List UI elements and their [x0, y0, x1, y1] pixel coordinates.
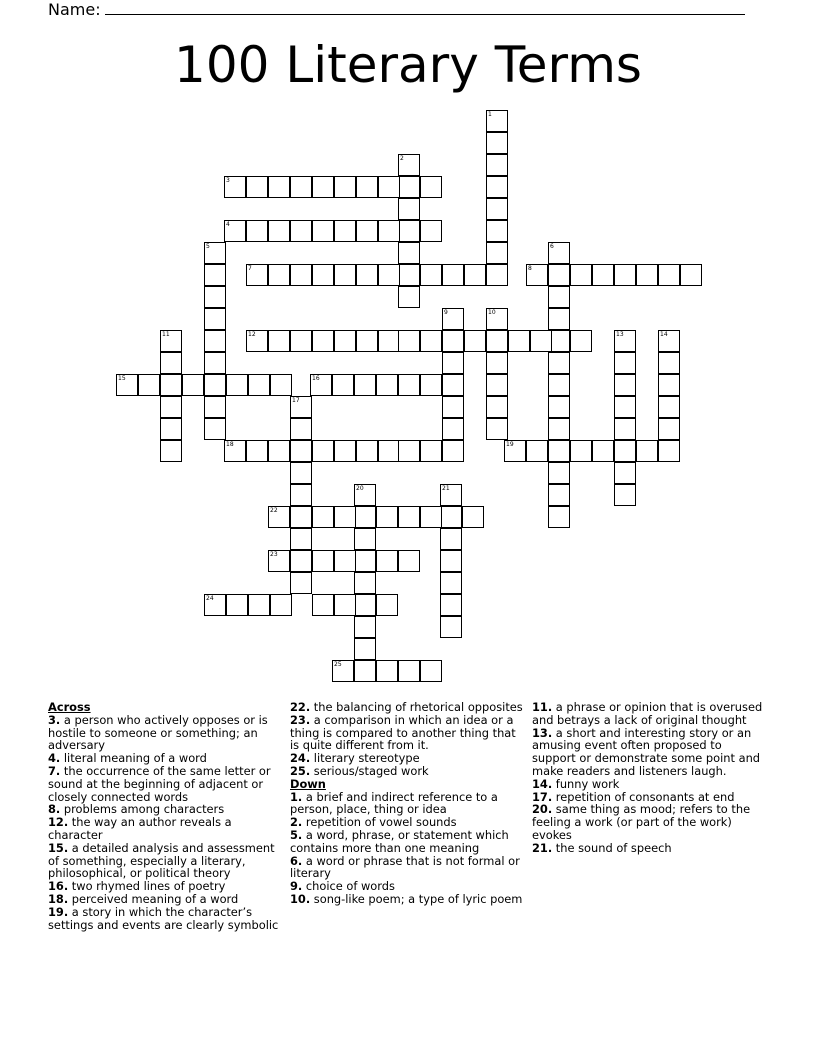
cell-number: 4 [226, 221, 230, 228]
grid-cell[interactable] [290, 220, 312, 242]
grid-cell[interactable] [204, 418, 226, 440]
grid-cell[interactable] [204, 352, 226, 374]
grid-cell[interactable] [312, 264, 334, 286]
grid-cell[interactable] [548, 374, 570, 396]
clue-text: literary stereotype [310, 751, 420, 766]
grid-cell[interactable] [116, 374, 138, 396]
grid-cell[interactable] [204, 286, 226, 308]
grid-cell[interactable] [614, 462, 636, 484]
cell-number: 14 [660, 331, 668, 338]
grid-cell[interactable] [398, 440, 420, 462]
down-clue-list-continued [532, 701, 768, 855]
grid-cell[interactable] [548, 440, 570, 462]
down-clue-list [290, 791, 526, 906]
clue-item [532, 842, 768, 855]
cell-number: 19 [506, 441, 514, 448]
clues-column-3 [532, 701, 768, 855]
clue-number: 8. [48, 802, 61, 817]
clue-text: repetition of consonants at end [552, 789, 735, 804]
clue-item [48, 816, 284, 842]
grid-cell[interactable] [248, 594, 270, 616]
clue-item [290, 829, 526, 855]
grid-cell[interactable] [420, 660, 442, 682]
clue-item [48, 842, 284, 880]
grid-cell[interactable] [226, 594, 248, 616]
cell-number: 5 [206, 243, 210, 250]
grid-cell[interactable] [398, 330, 420, 352]
grid-cell[interactable] [376, 594, 398, 616]
grid-cell[interactable] [420, 374, 442, 396]
grid-cell[interactable] [570, 264, 592, 286]
cell-number: 16 [312, 375, 320, 382]
cell-number: 13 [616, 331, 624, 338]
grid-cell[interactable] [398, 660, 420, 682]
grid-cell[interactable] [442, 374, 464, 396]
grid-cell[interactable] [658, 352, 680, 374]
grid-cell[interactable] [160, 352, 182, 374]
grid-cell[interactable] [334, 594, 356, 616]
clue-number: 21. [532, 840, 553, 855]
grid-cell[interactable] [270, 374, 292, 396]
grid-cell[interactable] [440, 528, 462, 550]
grid-cell[interactable] [246, 176, 268, 198]
clue-number: 24. [290, 751, 311, 766]
grid-cell[interactable] [290, 550, 312, 572]
grid-cell[interactable] [592, 264, 614, 286]
grid-cell[interactable] [548, 396, 570, 418]
grid-cell[interactable] [548, 484, 570, 506]
clue-number: 12. [48, 815, 69, 830]
grid-cell[interactable] [290, 176, 312, 198]
clue-number: 14. [532, 776, 553, 791]
grid-cell[interactable] [614, 330, 636, 352]
grid-cell[interactable] [398, 176, 420, 198]
grid-cell[interactable] [290, 528, 312, 550]
across-clue-list-continued [290, 701, 526, 778]
grid-cell[interactable] [290, 396, 312, 418]
clue-number: 2. [290, 815, 303, 830]
grid-cell[interactable] [204, 264, 226, 286]
clue-text: a story in which the character’s settings and events are clearly symbolic [48, 904, 279, 932]
grid-cell[interactable] [486, 308, 508, 330]
grid-cell[interactable] [270, 594, 292, 616]
clue-item [532, 727, 768, 778]
grid-cell[interactable] [398, 154, 420, 176]
clue-text: a word or phrase that is not formal or literary [290, 853, 520, 881]
grid-cell[interactable] [160, 330, 182, 352]
grid-cell[interactable] [356, 220, 378, 242]
clue-number: 23. [290, 712, 311, 727]
clue-text: repetition of vowel sounds [302, 815, 457, 830]
grid-cell[interactable] [548, 506, 570, 528]
clue-number: 13. [532, 725, 553, 740]
cell-number: 10 [488, 309, 496, 316]
grid-cell[interactable] [378, 330, 400, 352]
grid-cell[interactable] [334, 176, 356, 198]
cell-number: 21 [442, 485, 450, 492]
clue-item [290, 855, 526, 881]
cell-number: 9 [444, 309, 448, 316]
grid-cell[interactable] [268, 440, 290, 462]
grid-cell[interactable] [442, 264, 464, 286]
cell-number: 20 [356, 485, 364, 492]
grid-cell[interactable] [398, 286, 420, 308]
grid-cell[interactable] [548, 352, 570, 374]
grid-cell[interactable] [486, 220, 508, 242]
grid-cell[interactable] [226, 374, 248, 396]
grid-cell[interactable] [246, 330, 268, 352]
cell-number: 2 [400, 155, 404, 162]
grid-cell[interactable] [592, 440, 614, 462]
clue-item [532, 803, 768, 841]
clues-column-2 [290, 701, 526, 906]
grid-cell[interactable] [530, 330, 552, 352]
grid-cell[interactable] [290, 462, 312, 484]
grid-cell[interactable] [442, 352, 464, 374]
clue-text: a comparison in which an idea or a thing is compared to another thing that is quite different from it. [290, 712, 516, 753]
clue-number: 1. [290, 789, 303, 804]
grid-cell[interactable] [486, 242, 508, 264]
grid-cell[interactable] [334, 264, 356, 286]
clue-text: perceived meaning of a word [68, 891, 239, 906]
grid-cell[interactable] [526, 440, 548, 462]
grid-cell[interactable] [570, 330, 592, 352]
grid-cell[interactable] [354, 660, 376, 682]
cell-number: 15 [118, 375, 126, 382]
name-label: Name: [48, 0, 101, 19]
grid-cell[interactable] [420, 220, 442, 242]
grid-cell[interactable] [548, 418, 570, 440]
grid-cell[interactable] [356, 176, 378, 198]
grid-cell[interactable] [312, 220, 334, 242]
cell-number: 24 [206, 595, 214, 602]
clue-text: a short and interesting story or an amusing event often proposed to support or demonstrate some point and make readers and listeners laugh. [532, 725, 761, 778]
grid-cell[interactable] [246, 220, 268, 242]
cell-number: 23 [270, 551, 278, 558]
grid-cell[interactable] [224, 220, 246, 242]
grid-cell[interactable] [334, 506, 356, 528]
clue-number: 3. [48, 712, 61, 727]
grid-cell[interactable] [290, 418, 312, 440]
cell-number: 22 [270, 507, 278, 514]
grid-cell[interactable] [440, 616, 462, 638]
clue-number: 15. [48, 840, 69, 855]
cell-number: 6 [550, 243, 554, 250]
cell-number: 25 [334, 661, 342, 668]
clue-item [290, 714, 526, 752]
grid-cell[interactable] [486, 374, 508, 396]
grid-cell[interactable] [246, 264, 268, 286]
clue-number: 18. [48, 891, 69, 906]
clue-number: 10. [290, 891, 311, 906]
grid-cell[interactable] [398, 506, 420, 528]
grid-cell[interactable] [332, 660, 354, 682]
grid-cell[interactable] [290, 572, 312, 594]
cell-number: 17 [292, 397, 300, 404]
grid-cell[interactable] [376, 506, 398, 528]
cell-number: 1 [488, 111, 492, 118]
grid-cell[interactable] [442, 396, 464, 418]
grid-cell[interactable] [312, 440, 334, 462]
cell-number: 3 [226, 177, 230, 184]
clue-number: 4. [48, 751, 61, 766]
grid-cell[interactable] [398, 264, 420, 286]
grid-cell[interactable] [486, 352, 508, 374]
grid-cell[interactable] [442, 440, 464, 462]
grid-cell[interactable] [486, 330, 508, 352]
grid-cell[interactable] [440, 506, 462, 528]
across-heading: Across [48, 700, 91, 714]
grid-cell[interactable] [614, 418, 636, 440]
grid-cell[interactable] [420, 264, 442, 286]
grid-cell[interactable] [614, 484, 636, 506]
grid-cell[interactable] [486, 198, 508, 220]
grid-cell[interactable] [440, 572, 462, 594]
grid-cell[interactable] [486, 176, 508, 198]
down-heading: Down [290, 776, 326, 791]
grid-cell[interactable] [486, 154, 508, 176]
grid-cell[interactable] [354, 374, 376, 396]
clue-number: 17. [532, 789, 553, 804]
clue-text: serious/staged work [310, 763, 429, 778]
grid-cell[interactable] [268, 506, 290, 528]
grid-cell[interactable] [354, 528, 376, 550]
grid-cell[interactable] [356, 264, 378, 286]
cell-number: 7 [248, 265, 252, 272]
clue-text: the occurrence of the same letter or sound at the beginning of adjacent or closely connected words [48, 763, 271, 804]
grid-cell[interactable] [464, 264, 486, 286]
grid-cell[interactable] [420, 330, 442, 352]
grid-cell[interactable] [420, 440, 442, 462]
grid-cell[interactable] [334, 440, 356, 462]
grid-cell[interactable] [376, 550, 398, 572]
grid-cell[interactable] [440, 594, 462, 616]
grid-cell[interactable] [398, 220, 420, 242]
grid-cell[interactable] [354, 550, 376, 572]
grid-cell[interactable] [160, 374, 182, 396]
grid-cell[interactable] [310, 374, 332, 396]
grid-cell[interactable] [420, 176, 442, 198]
grid-cell[interactable] [312, 594, 334, 616]
grid-cell[interactable] [658, 418, 680, 440]
clue-item [48, 906, 284, 932]
grid-cell[interactable] [440, 484, 462, 506]
grid-cell[interactable] [486, 110, 508, 132]
clue-item [532, 701, 768, 727]
grid-cell[interactable] [204, 308, 226, 330]
clue-number: 16. [48, 879, 69, 894]
grid-cell[interactable] [378, 264, 400, 286]
grid-cell[interactable] [548, 242, 570, 264]
grid-cell[interactable] [376, 374, 398, 396]
grid-cell[interactable] [160, 418, 182, 440]
grid-cell[interactable] [614, 264, 636, 286]
clue-item [48, 714, 284, 752]
clue-text: funny work [552, 776, 620, 791]
clue-text: problems among characters [60, 802, 225, 817]
grid-cell[interactable] [658, 330, 680, 352]
grid-cell[interactable] [614, 374, 636, 396]
grid-cell[interactable] [224, 440, 246, 462]
clue-text: two rhymed lines of poetry [68, 879, 226, 894]
grid-cell[interactable] [138, 374, 160, 396]
grid-cell[interactable] [290, 330, 312, 352]
grid-cell[interactable] [486, 132, 508, 154]
clue-item [290, 791, 526, 817]
grid-cell[interactable] [312, 330, 334, 352]
clue-number: 19. [48, 904, 69, 919]
grid-cell[interactable] [420, 506, 442, 528]
clue-text: the sound of speech [552, 840, 672, 855]
grid-cell[interactable] [334, 220, 356, 242]
grid-cell[interactable] [268, 550, 290, 572]
clue-number: 9. [290, 879, 303, 894]
grid-cell[interactable] [378, 176, 400, 198]
grid-cell[interactable] [354, 506, 376, 528]
grid-cell[interactable] [312, 176, 334, 198]
grid-cell[interactable] [658, 374, 680, 396]
grid-cell[interactable] [354, 616, 376, 638]
grid-cell[interactable] [378, 220, 400, 242]
grid-cell[interactable] [486, 396, 508, 418]
grid-cell[interactable] [442, 418, 464, 440]
grid-cell[interactable] [312, 550, 334, 572]
grid-cell[interactable] [290, 506, 312, 528]
grid-cell[interactable] [204, 396, 226, 418]
grid-cell[interactable] [508, 330, 530, 352]
clue-text: the way an author reveals a character [48, 815, 232, 842]
grid-cell[interactable] [376, 660, 398, 682]
grid-cell[interactable] [354, 638, 376, 660]
clue-text: same thing as mood; refers to the feeling a work (or part of the work) evokes [532, 802, 751, 842]
grid-cell[interactable] [354, 594, 376, 616]
clues-column-1 [48, 701, 284, 931]
clue-text: a phrase or opinion that is overused and betrays a lack of original thought [532, 700, 763, 727]
clue-item [290, 893, 526, 906]
grid-cell[interactable] [356, 440, 378, 462]
grid-cell[interactable] [268, 220, 290, 242]
grid-cell[interactable] [268, 264, 290, 286]
grid-cell[interactable] [462, 506, 484, 528]
grid-cell[interactable] [354, 572, 376, 594]
grid-cell[interactable] [204, 594, 226, 616]
grid-cell[interactable] [268, 330, 290, 352]
grid-cell[interactable] [548, 264, 570, 286]
clue-number: 11. [532, 700, 553, 714]
grid-cell[interactable] [636, 440, 658, 462]
grid-cell[interactable] [182, 374, 204, 396]
grid-cell[interactable] [268, 176, 290, 198]
grid-cell[interactable] [486, 264, 508, 286]
grid-cell[interactable] [570, 440, 592, 462]
grid-cell[interactable] [548, 308, 570, 330]
grid-cell[interactable] [204, 242, 226, 264]
clue-text: a person who actively opposes or is hostile to someone or something; an adversary [48, 712, 268, 753]
cell-number: 12 [248, 331, 256, 338]
clue-number: 6. [290, 853, 303, 868]
grid-cell[interactable] [398, 242, 420, 264]
grid-cell[interactable] [354, 484, 376, 506]
clue-text: the balancing of rhetorical opposites [310, 700, 523, 714]
clue-item [48, 765, 284, 803]
grid-cell[interactable] [246, 440, 268, 462]
grid-cell[interactable] [398, 198, 420, 220]
grid-cell[interactable] [442, 330, 464, 352]
grid-cell[interactable] [248, 374, 270, 396]
grid-cell[interactable] [636, 264, 658, 286]
clue-number: 22. [290, 700, 311, 714]
grid-cell[interactable] [614, 440, 636, 462]
grid-cell[interactable] [440, 550, 462, 572]
grid-cell[interactable] [658, 264, 680, 286]
grid-cell[interactable] [398, 550, 420, 572]
grid-cell[interactable] [290, 440, 312, 462]
grid-cell[interactable] [224, 176, 246, 198]
grid-cell[interactable] [290, 484, 312, 506]
grid-cell[interactable] [398, 374, 420, 396]
clue-text: a brief and indirect reference to a person, place, thing or idea [290, 789, 498, 817]
clue-number: 20. [532, 802, 553, 817]
clue-text: a word, phrase, or statement which contains more than one meaning [290, 827, 509, 855]
grid-cell[interactable] [160, 440, 182, 462]
grid-cell[interactable] [548, 462, 570, 484]
grid-cell[interactable] [526, 264, 548, 286]
grid-cell[interactable] [356, 330, 378, 352]
clue-text: song-like poem; a type of lyric poem [310, 891, 523, 906]
grid-cell[interactable] [334, 550, 356, 572]
cell-number: 8 [528, 265, 532, 272]
grid-cell[interactable] [658, 396, 680, 418]
grid-cell[interactable] [160, 396, 182, 418]
cell-number: 18 [226, 441, 234, 448]
clue-number: 5. [290, 827, 303, 842]
across-clue-list [48, 714, 284, 932]
clue-number: 7. [48, 763, 61, 778]
grid-cell[interactable] [442, 308, 464, 330]
grid-cell[interactable] [548, 286, 570, 308]
cell-number: 11 [162, 331, 170, 338]
clue-text: a detailed analysis and assessment of something, especially a literary, philosophical, or political theory [48, 840, 275, 881]
grid-cell[interactable] [614, 352, 636, 374]
clue-text: choice of words [302, 879, 395, 894]
grid-cell[interactable] [658, 440, 680, 462]
clue-item [290, 765, 526, 778]
grid-cell[interactable] [334, 330, 356, 352]
grid-cell[interactable] [504, 440, 526, 462]
grid-cell[interactable] [290, 264, 312, 286]
grid-cell[interactable] [486, 418, 508, 440]
grid-cell[interactable] [378, 440, 400, 462]
grid-cell[interactable] [464, 330, 486, 352]
grid-cell[interactable] [204, 374, 226, 396]
grid-cell[interactable] [332, 374, 354, 396]
grid-cell[interactable] [614, 396, 636, 418]
grid-cell[interactable] [204, 330, 226, 352]
clue-text: literal meaning of a word [60, 751, 207, 766]
grid-cell[interactable] [680, 264, 702, 286]
page-title: 100 Literary Terms [174, 36, 642, 94]
clue-number: 25. [290, 763, 311, 778]
grid-cell[interactable] [312, 506, 334, 528]
